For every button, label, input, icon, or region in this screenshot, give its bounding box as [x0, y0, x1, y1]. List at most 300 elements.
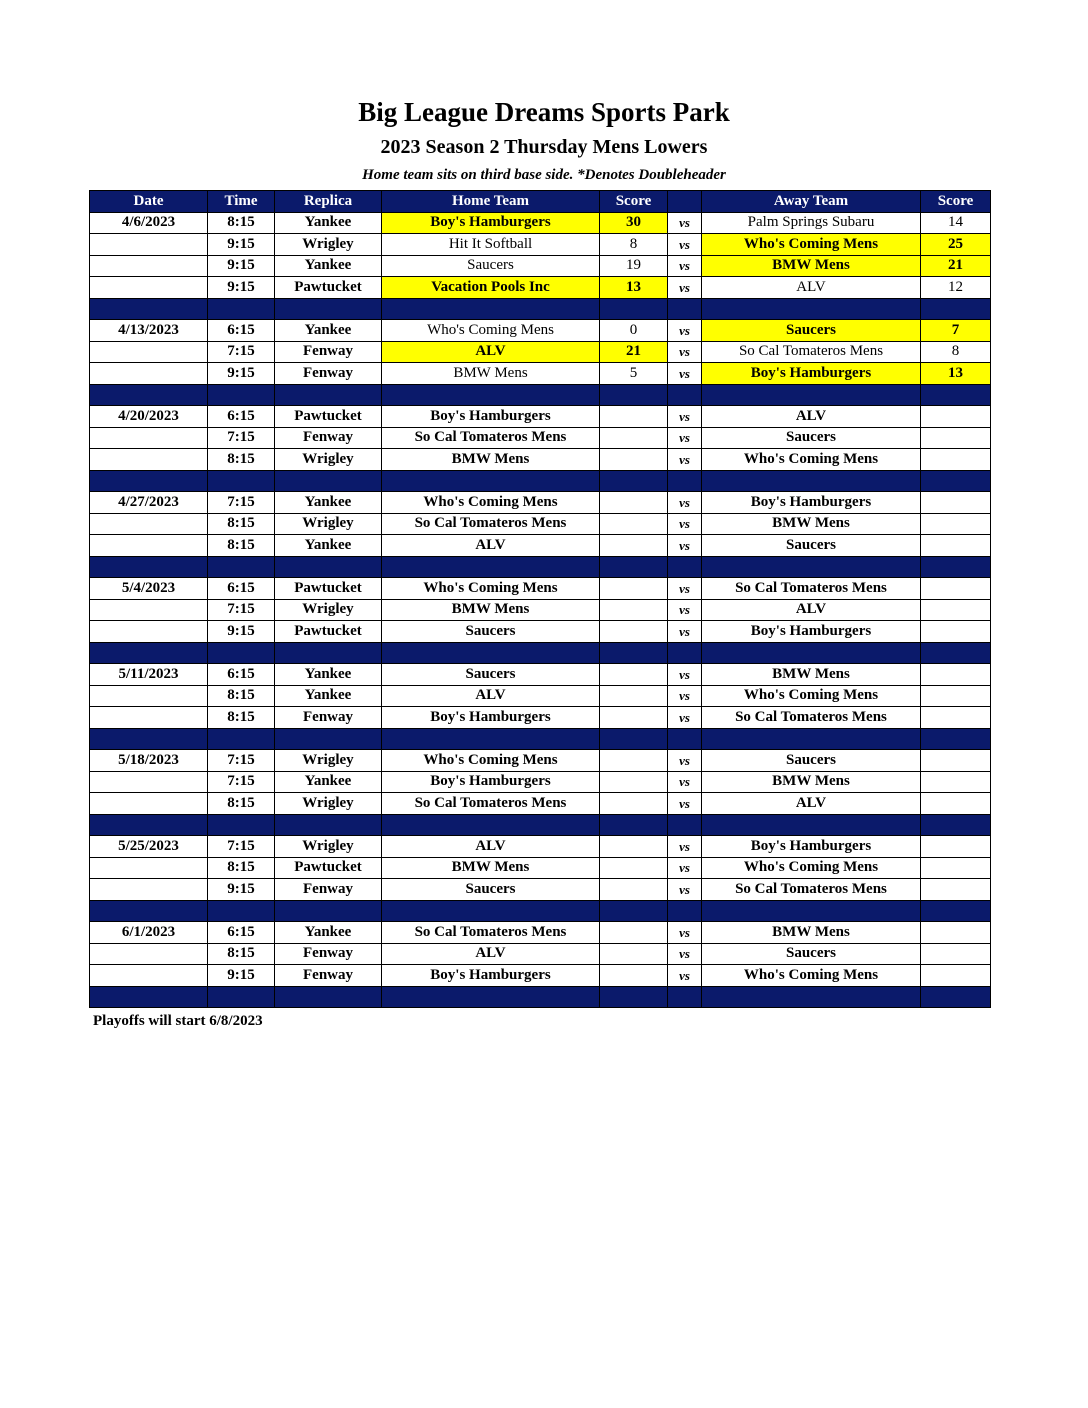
home-score	[600, 535, 668, 557]
separator-cell	[275, 814, 382, 836]
away-score	[921, 664, 991, 686]
game-time: 8:15	[208, 707, 275, 729]
away-score: 25	[921, 234, 991, 256]
away-score	[921, 599, 991, 621]
away-score: 7	[921, 320, 991, 342]
separator-cell	[90, 642, 208, 664]
home-team: Who's Coming Mens	[382, 492, 600, 514]
home-score: 5	[600, 363, 668, 385]
game-time: 7:15	[208, 599, 275, 621]
home-score	[600, 513, 668, 535]
game-replica: Fenway	[275, 965, 382, 987]
away-score	[921, 857, 991, 879]
home-team: ALV	[382, 535, 600, 557]
separator-cell	[668, 986, 702, 1008]
game-date	[90, 535, 208, 557]
vs-label: vs	[668, 255, 702, 277]
home-team: ALV	[382, 836, 600, 858]
home-team: Who's Coming Mens	[382, 578, 600, 600]
separator-cell	[921, 728, 991, 750]
away-team: Saucers	[702, 427, 921, 449]
home-score	[600, 599, 668, 621]
game-date	[90, 943, 208, 965]
separator-cell	[600, 384, 668, 406]
game-row	[90, 320, 991, 342]
vs-label: vs	[668, 621, 702, 643]
game-row	[90, 363, 991, 385]
game-row	[90, 513, 991, 535]
away-score	[921, 879, 991, 901]
separator-cell	[208, 298, 275, 320]
separator-cell	[921, 298, 991, 320]
separator-cell	[921, 470, 991, 492]
vs-label: vs	[668, 943, 702, 965]
col-header-home-team: Home Team	[382, 191, 600, 213]
away-team: ALV	[702, 406, 921, 428]
away-team: Who's Coming Mens	[702, 857, 921, 879]
game-row	[90, 943, 991, 965]
game-row	[90, 685, 991, 707]
game-replica: Yankee	[275, 212, 382, 234]
separator-cell	[600, 986, 668, 1008]
game-row	[90, 277, 991, 299]
game-replica: Yankee	[275, 492, 382, 514]
away-score: 8	[921, 341, 991, 363]
away-team: BMW Mens	[702, 664, 921, 686]
game-time: 8:15	[208, 449, 275, 471]
away-score: 21	[921, 255, 991, 277]
home-team: BMW Mens	[382, 599, 600, 621]
game-date: 6/1/2023	[90, 922, 208, 944]
game-date	[90, 599, 208, 621]
game-replica: Wrigley	[275, 234, 382, 256]
away-team: ALV	[702, 793, 921, 815]
game-row	[90, 449, 991, 471]
game-time: 7:15	[208, 427, 275, 449]
home-team: So Cal Tomateros Mens	[382, 793, 600, 815]
game-replica: Yankee	[275, 685, 382, 707]
separator-cell	[702, 642, 921, 664]
home-score	[600, 427, 668, 449]
away-team: ALV	[702, 599, 921, 621]
separator-cell	[382, 298, 600, 320]
separator-cell	[208, 986, 275, 1008]
col-header-home-score: Score	[600, 191, 668, 213]
game-row	[90, 535, 991, 557]
separator-cell	[382, 642, 600, 664]
game-date	[90, 621, 208, 643]
separator-cell	[90, 556, 208, 578]
separator-cell	[921, 642, 991, 664]
game-date: 4/27/2023	[90, 492, 208, 514]
away-team: Palm Springs Subaru	[702, 212, 921, 234]
game-row	[90, 750, 991, 772]
away-team: ALV	[702, 277, 921, 299]
away-score	[921, 513, 991, 535]
game-date	[90, 685, 208, 707]
game-time: 6:15	[208, 578, 275, 600]
away-team: Boy's Hamburgers	[702, 836, 921, 858]
game-row	[90, 599, 991, 621]
vs-label: vs	[668, 535, 702, 557]
away-score	[921, 922, 991, 944]
game-time: 7:15	[208, 836, 275, 858]
away-team: Who's Coming Mens	[702, 965, 921, 987]
vs-label: vs	[668, 750, 702, 772]
home-team: BMW Mens	[382, 449, 600, 471]
home-score	[600, 492, 668, 514]
home-score	[600, 449, 668, 471]
game-date	[90, 857, 208, 879]
game-replica: Wrigley	[275, 793, 382, 815]
game-replica: Yankee	[275, 535, 382, 557]
separator-cell	[90, 470, 208, 492]
home-score	[600, 943, 668, 965]
home-team: ALV	[382, 685, 600, 707]
home-team: Boy's Hamburgers	[382, 965, 600, 987]
away-score: 13	[921, 363, 991, 385]
game-time: 8:15	[208, 685, 275, 707]
separator-cell	[702, 728, 921, 750]
vs-label: vs	[668, 234, 702, 256]
separator-cell	[90, 384, 208, 406]
game-date	[90, 513, 208, 535]
vs-label: vs	[668, 965, 702, 987]
vs-label: vs	[668, 320, 702, 342]
separator-cell	[702, 556, 921, 578]
week-separator	[90, 556, 991, 578]
page-title: Big League Dreams Sports Park	[358, 97, 730, 127]
separator-cell	[921, 556, 991, 578]
away-score	[921, 578, 991, 600]
separator-cell	[600, 298, 668, 320]
game-time: 7:15	[208, 492, 275, 514]
game-date	[90, 234, 208, 256]
game-date	[90, 879, 208, 901]
home-team: Saucers	[382, 255, 600, 277]
away-team: Who's Coming Mens	[702, 449, 921, 471]
game-row	[90, 664, 991, 686]
away-score	[921, 449, 991, 471]
separator-cell	[921, 900, 991, 922]
game-time: 8:15	[208, 857, 275, 879]
separator-cell	[90, 728, 208, 750]
home-team: So Cal Tomateros Mens	[382, 513, 600, 535]
away-score	[921, 427, 991, 449]
home-score: 30	[600, 212, 668, 234]
vs-label: vs	[668, 363, 702, 385]
away-team: Boy's Hamburgers	[702, 621, 921, 643]
home-score: 8	[600, 234, 668, 256]
home-team: ALV	[382, 943, 600, 965]
away-score	[921, 836, 991, 858]
game-date: 5/25/2023	[90, 836, 208, 858]
away-team: Saucers	[702, 535, 921, 557]
home-team: Boy's Hamburgers	[382, 707, 600, 729]
col-header-vs	[668, 191, 702, 213]
game-time: 8:15	[208, 535, 275, 557]
separator-cell	[702, 298, 921, 320]
home-team: Who's Coming Mens	[382, 320, 600, 342]
game-replica: Fenway	[275, 879, 382, 901]
home-team: BMW Mens	[382, 363, 600, 385]
away-team: Saucers	[702, 943, 921, 965]
vs-label: vs	[668, 922, 702, 944]
home-team: Who's Coming Mens	[382, 750, 600, 772]
game-time: 9:15	[208, 965, 275, 987]
game-date	[90, 363, 208, 385]
away-score	[921, 707, 991, 729]
vs-label: vs	[668, 793, 702, 815]
away-score	[921, 492, 991, 514]
vs-label: vs	[668, 685, 702, 707]
separator-cell	[702, 384, 921, 406]
away-score: 12	[921, 277, 991, 299]
home-team: Boy's Hamburgers	[382, 212, 600, 234]
game-row	[90, 879, 991, 901]
separator-cell	[382, 384, 600, 406]
separator-cell	[208, 642, 275, 664]
vs-label: vs	[668, 341, 702, 363]
footer-note: Playoffs will start 6/8/2023	[93, 1013, 263, 1029]
separator-cell	[600, 556, 668, 578]
separator-cell	[208, 470, 275, 492]
away-score	[921, 685, 991, 707]
home-team: Hit It Softball	[382, 234, 600, 256]
separator-cell	[208, 900, 275, 922]
separator-cell	[600, 642, 668, 664]
game-replica: Wrigley	[275, 449, 382, 471]
game-replica: Fenway	[275, 427, 382, 449]
separator-cell	[668, 900, 702, 922]
separator-cell	[668, 556, 702, 578]
separator-cell	[90, 298, 208, 320]
away-score	[921, 771, 991, 793]
separator-cell	[275, 298, 382, 320]
game-replica: Pawtucket	[275, 578, 382, 600]
game-replica: Yankee	[275, 664, 382, 686]
separator-cell	[921, 384, 991, 406]
home-score	[600, 707, 668, 729]
away-team: So Cal Tomateros Mens	[702, 578, 921, 600]
vs-label: vs	[668, 449, 702, 471]
away-score	[921, 965, 991, 987]
home-score: 19	[600, 255, 668, 277]
game-row	[90, 406, 991, 428]
home-score	[600, 793, 668, 815]
header-row	[90, 191, 991, 213]
game-replica: Wrigley	[275, 513, 382, 535]
game-replica: Yankee	[275, 320, 382, 342]
home-score	[600, 922, 668, 944]
game-date	[90, 255, 208, 277]
vs-label: vs	[668, 427, 702, 449]
separator-cell	[702, 470, 921, 492]
game-replica: Pawtucket	[275, 857, 382, 879]
home-team: Saucers	[382, 621, 600, 643]
away-score	[921, 793, 991, 815]
game-row	[90, 836, 991, 858]
separator-cell	[668, 814, 702, 836]
game-row	[90, 578, 991, 600]
game-time: 9:15	[208, 277, 275, 299]
col-header-away-team: Away Team	[702, 191, 921, 213]
vs-label: vs	[668, 578, 702, 600]
away-team: BMW Mens	[702, 513, 921, 535]
game-date: 5/4/2023	[90, 578, 208, 600]
separator-cell	[702, 900, 921, 922]
game-time: 7:15	[208, 771, 275, 793]
game-date	[90, 427, 208, 449]
schedule-table	[89, 190, 991, 1008]
home-team: Saucers	[382, 879, 600, 901]
separator-cell	[382, 470, 600, 492]
game-replica: Yankee	[275, 255, 382, 277]
separator-cell	[275, 642, 382, 664]
away-team: Saucers	[702, 320, 921, 342]
separator-cell	[668, 384, 702, 406]
home-score	[600, 578, 668, 600]
separator-cell	[208, 556, 275, 578]
home-score	[600, 771, 668, 793]
separator-cell	[702, 986, 921, 1008]
game-row	[90, 771, 991, 793]
separator-cell	[668, 642, 702, 664]
away-team: So Cal Tomateros Mens	[702, 341, 921, 363]
week-separator	[90, 384, 991, 406]
game-row	[90, 707, 991, 729]
game-time: 9:15	[208, 879, 275, 901]
game-replica: Fenway	[275, 943, 382, 965]
week-separator	[90, 298, 991, 320]
game-date	[90, 277, 208, 299]
vs-label: vs	[668, 492, 702, 514]
separator-cell	[90, 986, 208, 1008]
game-replica: Wrigley	[275, 599, 382, 621]
game-row	[90, 857, 991, 879]
game-row	[90, 965, 991, 987]
separator-cell	[600, 814, 668, 836]
home-score	[600, 836, 668, 858]
home-team: Boy's Hamburgers	[382, 406, 600, 428]
home-team: BMW Mens	[382, 857, 600, 879]
game-date	[90, 793, 208, 815]
game-row	[90, 234, 991, 256]
vs-label: vs	[668, 879, 702, 901]
separator-cell	[208, 728, 275, 750]
col-header-replica: Replica	[275, 191, 382, 213]
away-team: Boy's Hamburgers	[702, 492, 921, 514]
separator-cell	[668, 728, 702, 750]
away-score	[921, 621, 991, 643]
separator-cell	[382, 556, 600, 578]
home-score	[600, 965, 668, 987]
game-time: 9:15	[208, 621, 275, 643]
game-time: 8:15	[208, 793, 275, 815]
home-team: Saucers	[382, 664, 600, 686]
separator-cell	[702, 814, 921, 836]
separator-cell	[90, 900, 208, 922]
game-replica: Yankee	[275, 771, 382, 793]
game-replica: Fenway	[275, 341, 382, 363]
home-team: Vacation Pools Inc	[382, 277, 600, 299]
game-replica: Pawtucket	[275, 277, 382, 299]
separator-cell	[921, 814, 991, 836]
separator-cell	[90, 814, 208, 836]
home-team: ALV	[382, 341, 600, 363]
game-time: 7:15	[208, 750, 275, 772]
game-replica: Pawtucket	[275, 621, 382, 643]
game-time: 9:15	[208, 363, 275, 385]
home-score	[600, 857, 668, 879]
separator-cell	[600, 470, 668, 492]
away-team: So Cal Tomateros Mens	[702, 879, 921, 901]
home-team: Boy's Hamburgers	[382, 771, 600, 793]
game-date: 5/18/2023	[90, 750, 208, 772]
home-team: So Cal Tomateros Mens	[382, 922, 600, 944]
home-score: 13	[600, 277, 668, 299]
separator-cell	[382, 986, 600, 1008]
vs-label: vs	[668, 277, 702, 299]
home-score	[600, 879, 668, 901]
game-replica: Wrigley	[275, 750, 382, 772]
game-row	[90, 341, 991, 363]
game-row	[90, 922, 991, 944]
home-score: 21	[600, 341, 668, 363]
game-date	[90, 771, 208, 793]
away-score	[921, 406, 991, 428]
game-date	[90, 341, 208, 363]
away-team: BMW Mens	[702, 771, 921, 793]
away-team: Boy's Hamburgers	[702, 363, 921, 385]
game-replica: Yankee	[275, 922, 382, 944]
away-team: Who's Coming Mens	[702, 685, 921, 707]
week-separator	[90, 814, 991, 836]
away-team: BMW Mens	[702, 922, 921, 944]
home-score: 0	[600, 320, 668, 342]
separator-cell	[275, 728, 382, 750]
game-date	[90, 965, 208, 987]
home-score	[600, 685, 668, 707]
col-header-time: Time	[208, 191, 275, 213]
away-team: Who's Coming Mens	[702, 234, 921, 256]
game-time: 8:15	[208, 943, 275, 965]
vs-label: vs	[668, 707, 702, 729]
away-score	[921, 750, 991, 772]
separator-cell	[275, 900, 382, 922]
away-team: Saucers	[702, 750, 921, 772]
game-time: 9:15	[208, 234, 275, 256]
col-header-date: Date	[90, 191, 208, 213]
game-date: 4/13/2023	[90, 320, 208, 342]
week-separator	[90, 728, 991, 750]
vs-label: vs	[668, 212, 702, 234]
game-replica: Wrigley	[275, 836, 382, 858]
game-row	[90, 793, 991, 815]
game-time: 6:15	[208, 664, 275, 686]
separator-cell	[275, 470, 382, 492]
separator-cell	[600, 900, 668, 922]
home-score	[600, 406, 668, 428]
game-time: 6:15	[208, 922, 275, 944]
vs-label: vs	[668, 513, 702, 535]
game-row	[90, 492, 991, 514]
week-separator	[90, 900, 991, 922]
game-replica: Fenway	[275, 707, 382, 729]
vs-label: vs	[668, 406, 702, 428]
away-score: 14	[921, 212, 991, 234]
schedule-note: Home team sits on third base side. *Denotes Doubleheader	[362, 167, 726, 183]
